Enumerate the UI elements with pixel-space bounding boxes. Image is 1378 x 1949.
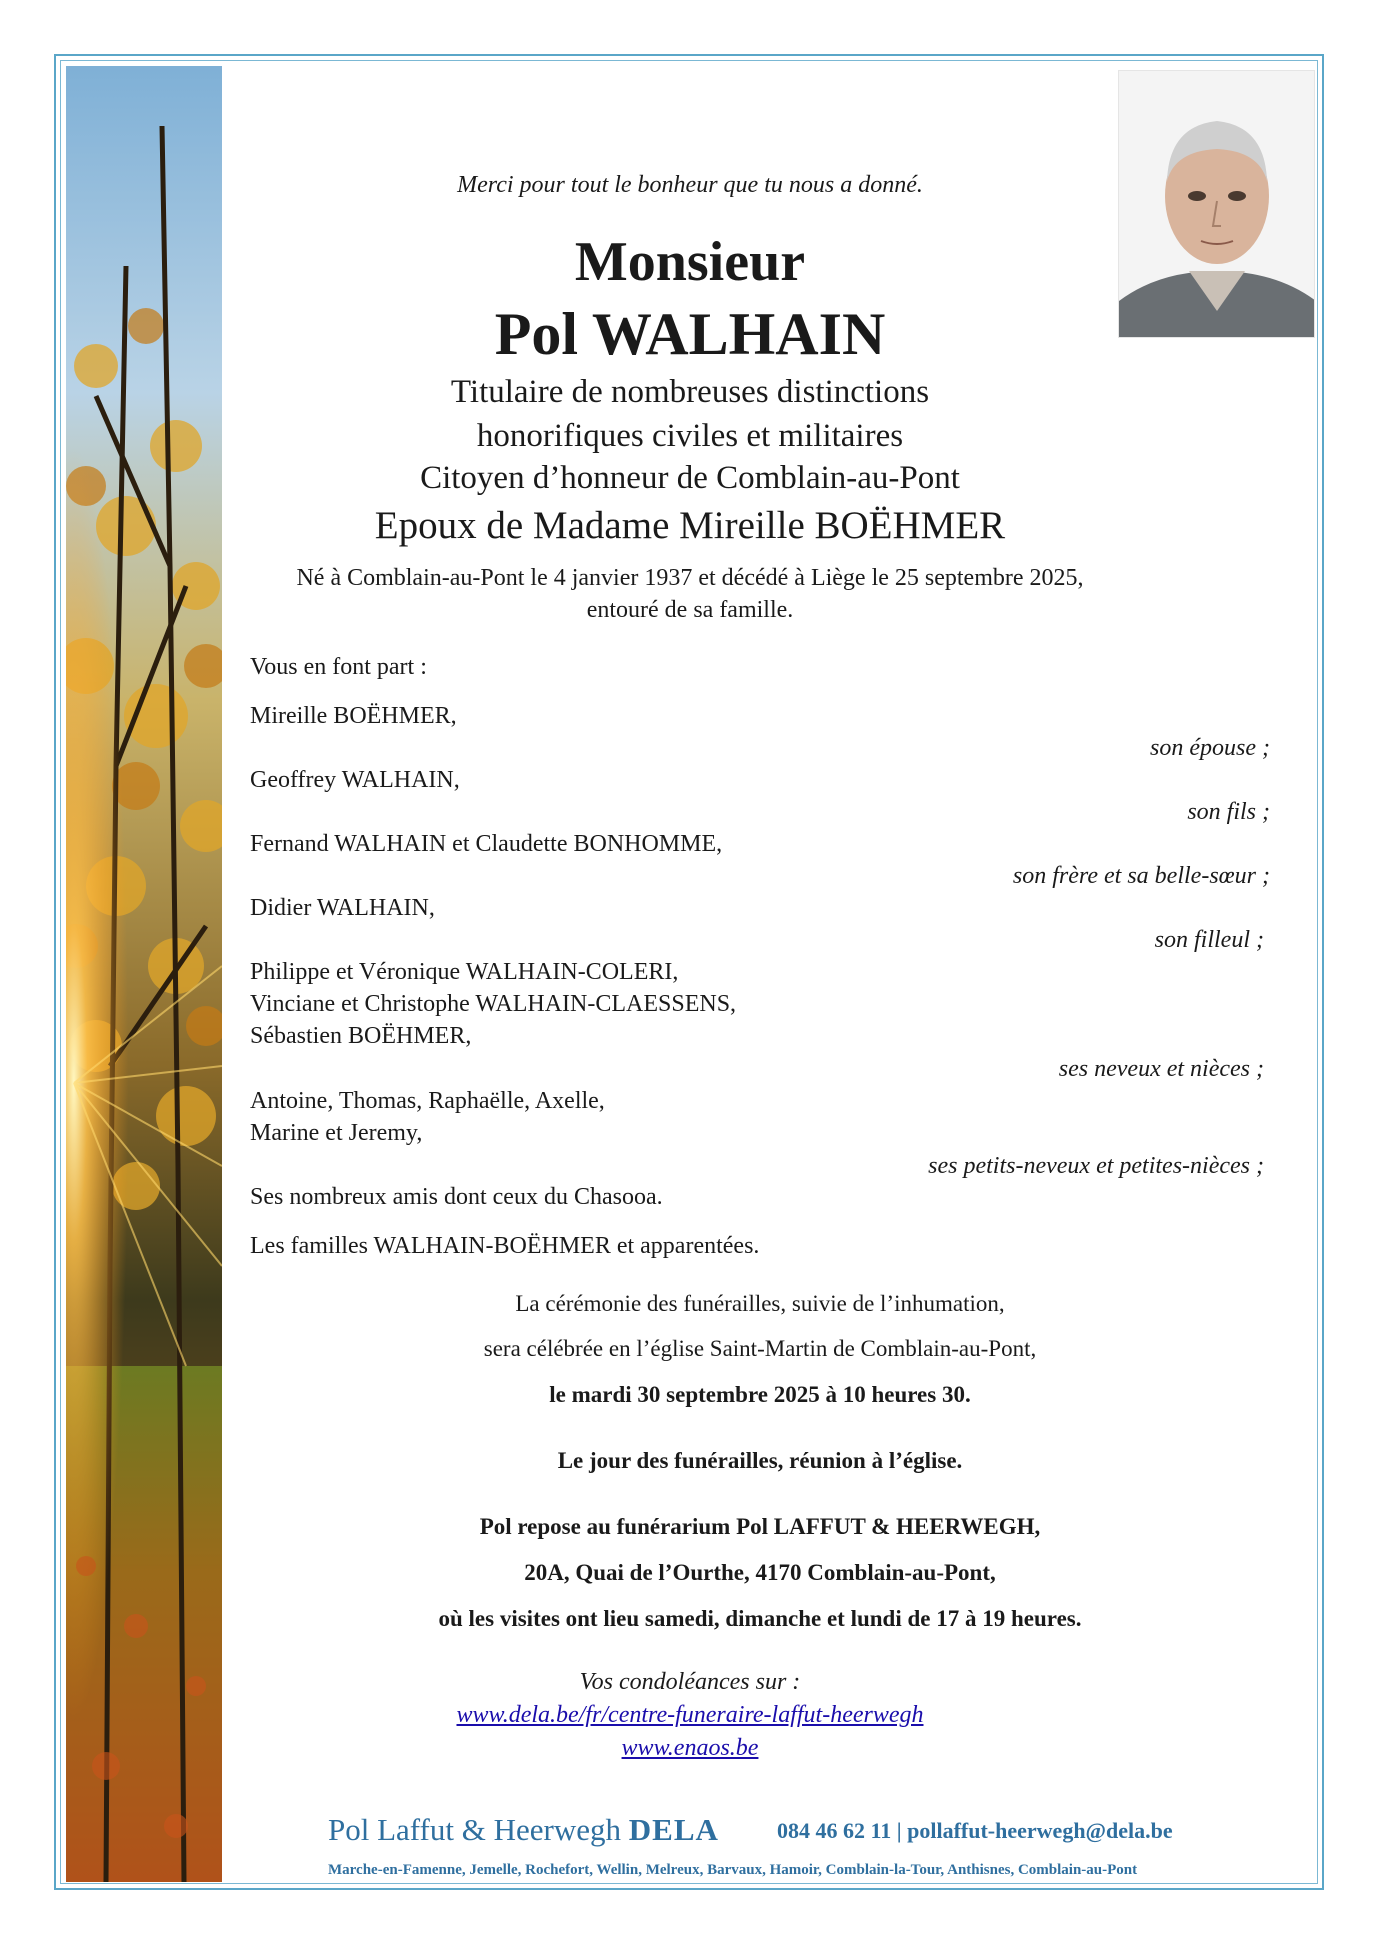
dela-logo-mark: DELA <box>628 1812 719 1847</box>
distinction-line: Citoyen d’honneur de Comblain-au-Pont <box>420 460 960 496</box>
ceremony-line: sera célébrée en l’église Saint-Martin de Comblain-au-Pont, <box>483 1336 1037 1361</box>
condolence-link-enaos[interactable]: www.enaos.be <box>621 1735 759 1761</box>
spouse-line: Epoux de Madame Mireille BOËHMER <box>374 504 1006 547</box>
funeral-home-contact: 084 46 62 11 | pollaffut-heerwegh@dela.be <box>777 1818 1173 1843</box>
memorial-quote: Merci pour tout le bonheur que tu nous a donné. <box>457 172 923 198</box>
rest-line: Pol repose au funérarium Pol LAFFUT & HEERWEGH, <box>479 1514 1041 1539</box>
distinction-line: honorifiques civiles et militaires <box>476 418 904 454</box>
rest-line: 20A, Quai de l’Ourthe, 4170 Comblain-au-Pont, <box>524 1560 996 1585</box>
family-member: Mireille BOËHMER, <box>250 703 457 729</box>
condolences-label: Vos condoléances sur : <box>579 1669 801 1695</box>
funeral-home-towns: Marche-en-Famenne, Jemelle, Rochefort, Wellin, Melreux, Barvaux, Hamoir, Comblain-la-Tour, Anthisnes, Comblain-au-Pont <box>328 1862 1138 1878</box>
rest-line: où les visites ont lieu samedi, dimanche et lundi de 17 à 19 heures. <box>438 1606 1082 1631</box>
birth-death-line: entouré de sa famille. <box>586 597 794 623</box>
family-relation: son épouse ; <box>1150 735 1270 761</box>
portrait-photo <box>1118 70 1315 338</box>
meeting-line: Le jour des funérailles, réunion à l’église. <box>557 1448 963 1473</box>
announcers-intro: Vous en font part : <box>250 654 427 680</box>
ceremony-line: La cérémonie des funérailles, suivie de l’inhumation, <box>515 1291 1005 1316</box>
family-member: Vinciane et Christophe WALHAIN-CLAESSENS, <box>250 991 737 1017</box>
family-member: Philippe et Véronique WALHAIN-COLERI, <box>250 959 679 985</box>
autumn-forest-image <box>66 66 222 1882</box>
friends-line: Ses nombreux amis dont ceux du Chasooa. <box>250 1184 663 1210</box>
family-relation: ses petits-neveux et petites-nièces ; <box>928 1153 1264 1179</box>
family-member: Fernand WALHAIN et Claudette BONHOMME, <box>250 831 723 857</box>
family-member: Marine et Jeremy, <box>250 1120 423 1146</box>
family-member: Geoffrey WALHAIN, <box>250 767 460 793</box>
family-member: Antoine, Thomas, Raphaëlle, Axelle, <box>250 1088 605 1114</box>
family-relation: ses neveux et nièces ; <box>1058 1056 1264 1082</box>
honorific-title: Monsieur <box>574 231 806 293</box>
family-member: Didier WALHAIN, <box>250 895 435 921</box>
family-member: Sébastien BOËHMER, <box>250 1023 472 1049</box>
family-relation: son filleul ; <box>1154 927 1264 953</box>
funeral-home-logo <box>328 1812 719 1848</box>
ceremony-date: le mardi 30 septembre 2025 à 10 heures 30. <box>549 1382 971 1407</box>
family-relation: son frère et sa belle-sœur ; <box>1012 863 1270 889</box>
family-relation: son fils ; <box>1187 799 1270 825</box>
condolence-link-dela[interactable]: www.dela.be/fr/centre-funeraire-laffut-heerwegh <box>456 1702 924 1728</box>
deceased-name: Pol WALHAIN <box>494 301 886 367</box>
funeral-home-name: Pol Laffut & Heerwegh <box>328 1812 621 1847</box>
distinction-line: Titulaire de nombreuses distinctions <box>450 374 930 410</box>
families-line: Les familles WALHAIN-BOËHMER et apparentées. <box>250 1233 760 1259</box>
birth-death-line: Né à Comblain-au-Pont le 4 janvier 1937 et décédé à Liège le 25 septembre 2025, <box>296 565 1084 591</box>
